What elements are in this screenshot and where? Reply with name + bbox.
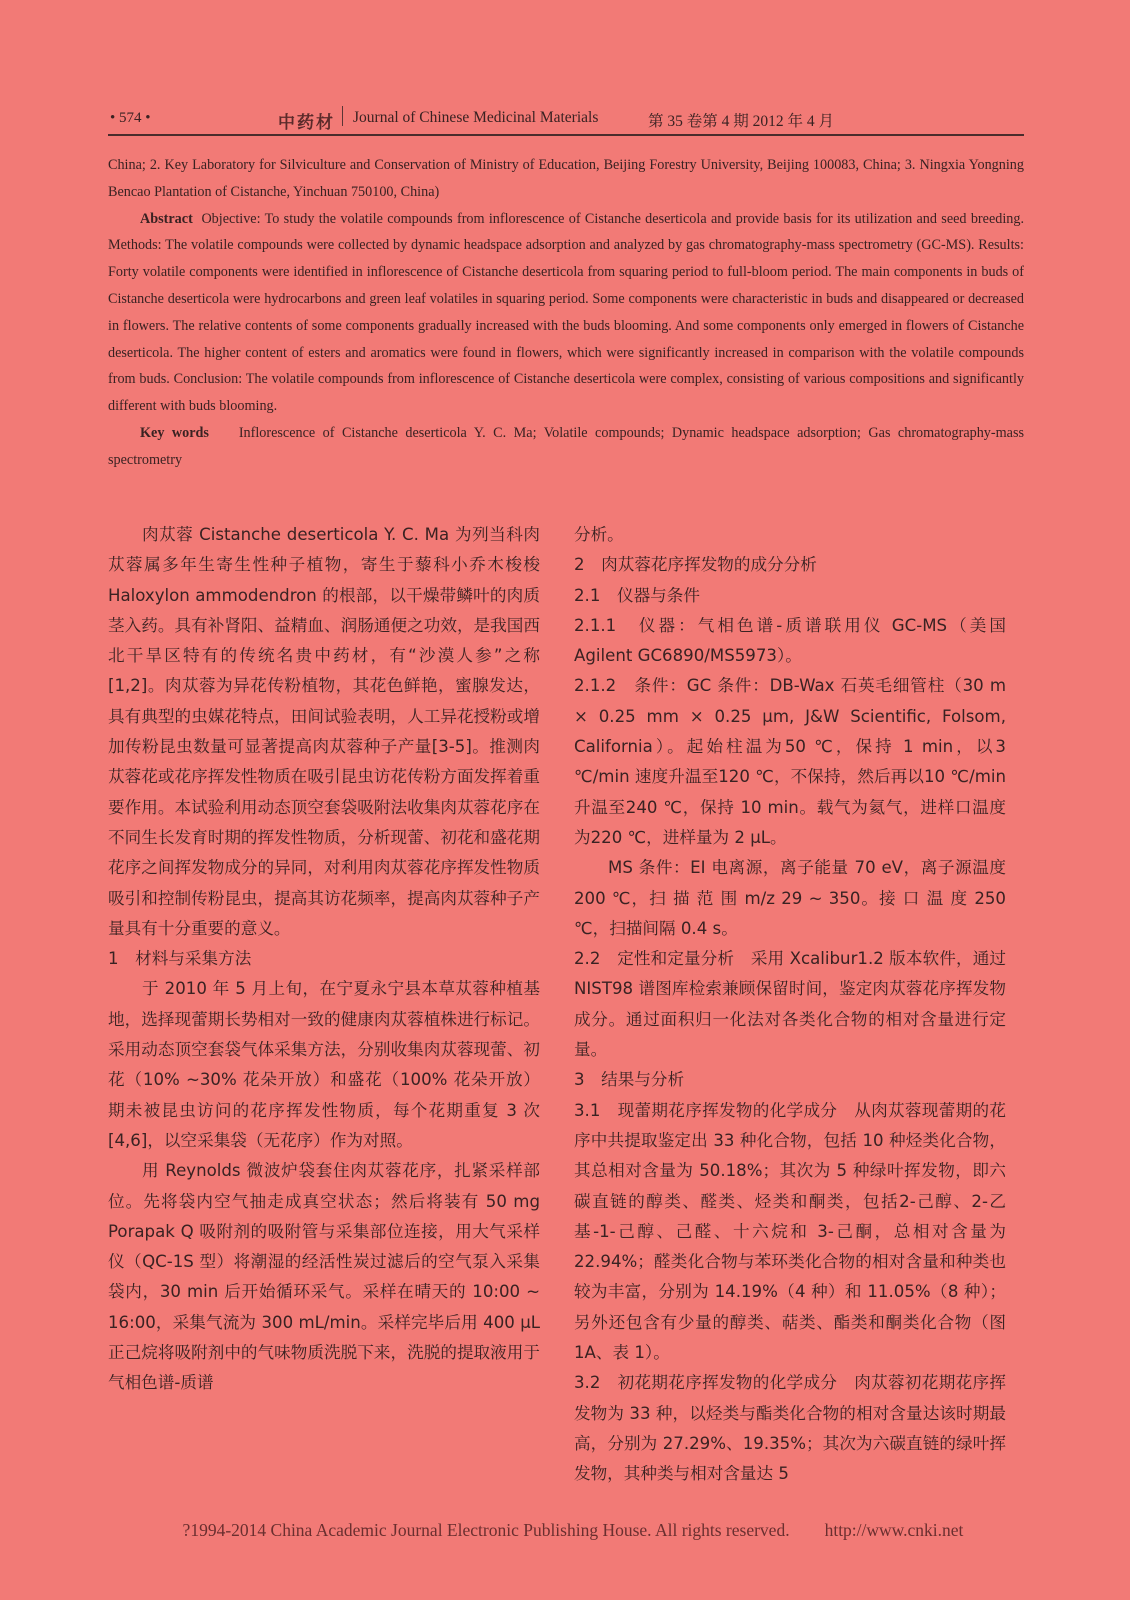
header-separator bbox=[342, 106, 343, 126]
affiliations: China; 2. Key Laboratory for Silviculture and Conservation of Ministry of Education, Beijing Forestry University, Beijing 100083, China; 3. Ningxia Yongning Bencao Plantation of Cistanche, Yinchuan 750100, China) bbox=[108, 157, 1024, 200]
journal-logo: 中药材 bbox=[278, 113, 335, 132]
continuation-text: 分析。 bbox=[574, 525, 624, 544]
sampling-paragraph: 于 2010 年 5 月上旬，在宁夏永宁县本草苁蓉种植基地，选择现蕾期长势相对一致的健康肉苁蓉植株进行标记。采用动态顶空套袋气体采集方法，分别收集肉苁蓉现蕾、初花（10% ~30% 花朵开放）和盛花（100% 花朵开放）期未被昆虫访问的花序挥发性物质，每个花期重复 3 次[4,6]，以空采集袋（无花序）作为对照。 bbox=[108, 979, 540, 1150]
header-rule bbox=[108, 134, 1024, 136]
journal-title: Journal of Chinese Medicinal Materials bbox=[353, 109, 599, 126]
intro-paragraph: 肉苁蓉 Cistanche deserticola Y. C. Ma 为列当科肉苁蓉属多年生寄生性种子植物，寄生于藜科小乔木梭梭 Haloxylon ammodendron 的根部，以干燥带鳞叶的肉质茎入药。具有补肾阳、益精血、润肠通便之功效，是我国西北干旱区特有的传统名贵中药材，有“沙漠人参”之称[1,2]。肉苁蓉为异花传粉植物，其花色鲜艳，蜜腺发达，具有典型的虫媒花特点，田间试验表明，人工异花授粉或增加传粉昆虫数量可显著提高肉苁蓉种子产量[3-5]。推测肉苁蓉花或花序挥发性物质在吸引昆虫访花传粉方面发挥着重要作用。本试验利用动态顶空套袋吸附法收集肉苁蓉花序在不同生长发育时期的挥发性物质，分析现蕾、初花和盛花期花序之间挥发物成分的异同，对利用肉苁蓉花序挥发性物质吸引和控制传粉昆虫，提高其访花频率，提高肉苁蓉种子产量具有十分重要的意义。 bbox=[108, 525, 540, 938]
abstract bbox=[108, 206, 1024, 420]
running-header bbox=[108, 104, 1024, 132]
section-2-heading: 2 肉苁蓉花序挥发物的成分分析 bbox=[574, 555, 817, 575]
copyright-footer: ?1994-2014 China Academic Journal Electronic Publishing House. All rights reserved. http://www.cnki.net bbox=[182, 1520, 964, 1540]
keywords bbox=[108, 420, 1024, 474]
results-early-bloom-paragraph: 3.2 初花期花序挥发物的化学成分 肉苁蓉初花期花序挥发物为 33 种，以烃类与酯类化合物的相对含量达该时期最高，分别为 27.29%、19.35%；其次为六碳直链的绿叶挥发物，其种类与相对含量达 5 bbox=[574, 1373, 1006, 1484]
english-front-matter bbox=[108, 152, 1024, 474]
volume-issue: 第 35 卷第 4 期 2012 年 4 月 bbox=[648, 113, 835, 130]
conditions-paragraph: 2.1.2 条件：GC 条件：DB-Wax 石英毛细管柱（30 m × 0.25 mm × 0.25 μm, J&W Scientific, Folsom, California）。起始柱温为50 ℃，保持 1 min，以3 ℃/min 速度升温至120 ℃，不保持，然后再以10 ℃/min 升温至240 ℃，保持 10 min。载气为氦气，进样口温度为220 ℃，进样量为 2 μL。 bbox=[574, 676, 1006, 847]
section-3-heading: 3 结果与分析 bbox=[574, 1070, 685, 1090]
ms-conditions-paragraph: MS 条件：EI 电离源，离子能量 70 eV，离子源温度200 ℃，扫 描 范 围 m/z 29 ~ 350。接 口 温 度 250 ℃，扫描间隔 0.4 s。 bbox=[574, 858, 1006, 938]
instrument-paragraph: 2.1.1 仪器：气相色谱-质谱联用仪 GC-MS（美国 Agilent GC6890/MS5973）。 bbox=[574, 615, 1006, 666]
section-1-heading: 1 材料与采集方法 bbox=[108, 949, 252, 969]
abstract-text: Objective: To study the volatile compounds from inflorescence of Cistanche deserticola and provide basis for its utilization and seed breeding. Methods: The volatile compounds were collected by dynamic headspace adsorption and analyzed by gas chromatography-mass spectrometry (GC-MS). Results: Forty volatile components were identified in inflorescence of Cistanche deserticola from squaring period to full-bloom period. The main components in buds of Cistanche deserticola were hydrocarbons and green leaf volatiles in squaring period. Some components were characteristic in buds and disappeared or decreased in flowers. The relative contents of some components gradually increased with the buds blooming. And some components only emerged in flowers of Cistanche deserticola. The higher content of esters and aromatics were found in flowers, which were significantly increased in comparison with the volatile compounds from buds. Conclusion: The volatile compounds from inflorescence of Cistanche deserticola were complex, consisting of various compositions and significantly different with buds blooming. bbox=[108, 210, 1025, 415]
results-squaring-paragraph: 3.1 现蕾期花序挥发物的化学成分 从肉苁蓉现蕾期的花序中共提取鉴定出 33 种化合物，包括 10 种烃类化合物，其总相对含量为 50.18%；其次为 5 种绿叶挥发物，即六碳直链的醇类、醛类、烃类和酮类，包括2-己醇、2-乙基-1-己醇、己醛、十六烷和 3-己酮，总相对含量为 22.94%；醛类化合物与苯环类化合物的相对含量和种类也较为丰富，分别为 14.19%（4 种）和 11.05%（8 种）；另外还包含有少量的醇类、萜类、酯类和酮类化合物（图 1A、表 1）。 bbox=[574, 1100, 1006, 1363]
section-2-1-heading: 2.1 仪器与条件 bbox=[574, 585, 700, 605]
page-number: • 574 • bbox=[110, 110, 151, 126]
journal-page bbox=[108, 0, 1024, 1600]
method-paragraph: 用 Reynolds 微波炉袋套住肉苁蓉花序，扎紧采样部位。先将袋内空气抽走成真空状态；然后将装有 50 mg Porapak Q 吸附剂的吸附管与采集部位连接，用大气采样仪（QC-1S 型）将潮湿的经活性炭过滤后的空气泵入采集袋内，30 min 后开始循环采气。采样在晴天的 10:00 ~ 16:00，采集气流为 300 mL/min。采样完毕后用 400 μL 正己烷将吸附剂中的气味物质洗脱下来，洗脱的提取液用于气相色谱-质谱 bbox=[108, 1161, 540, 1393]
keywords-label: Key words bbox=[140, 424, 209, 441]
keywords-text: Inflorescence of Cistanche deserticola Y. C. Ma; Volatile compounds; Dynamic headspace adsorption; Gas chromatography-mass spectrometry bbox=[108, 424, 1025, 468]
qualitative-paragraph: 2.2 定性和定量分析 采用 Xcalibur1.2 版本软件，通过 NIST98 谱图库检索兼顾保留时间，鉴定肉苁蓉花序挥发物成分。通过面积归一化法对各类化合物的相对含量进行定量。 bbox=[574, 949, 1006, 1060]
left-column bbox=[108, 520, 540, 1399]
right-column bbox=[574, 520, 1006, 1490]
abstract-label: Abstract bbox=[140, 210, 193, 227]
